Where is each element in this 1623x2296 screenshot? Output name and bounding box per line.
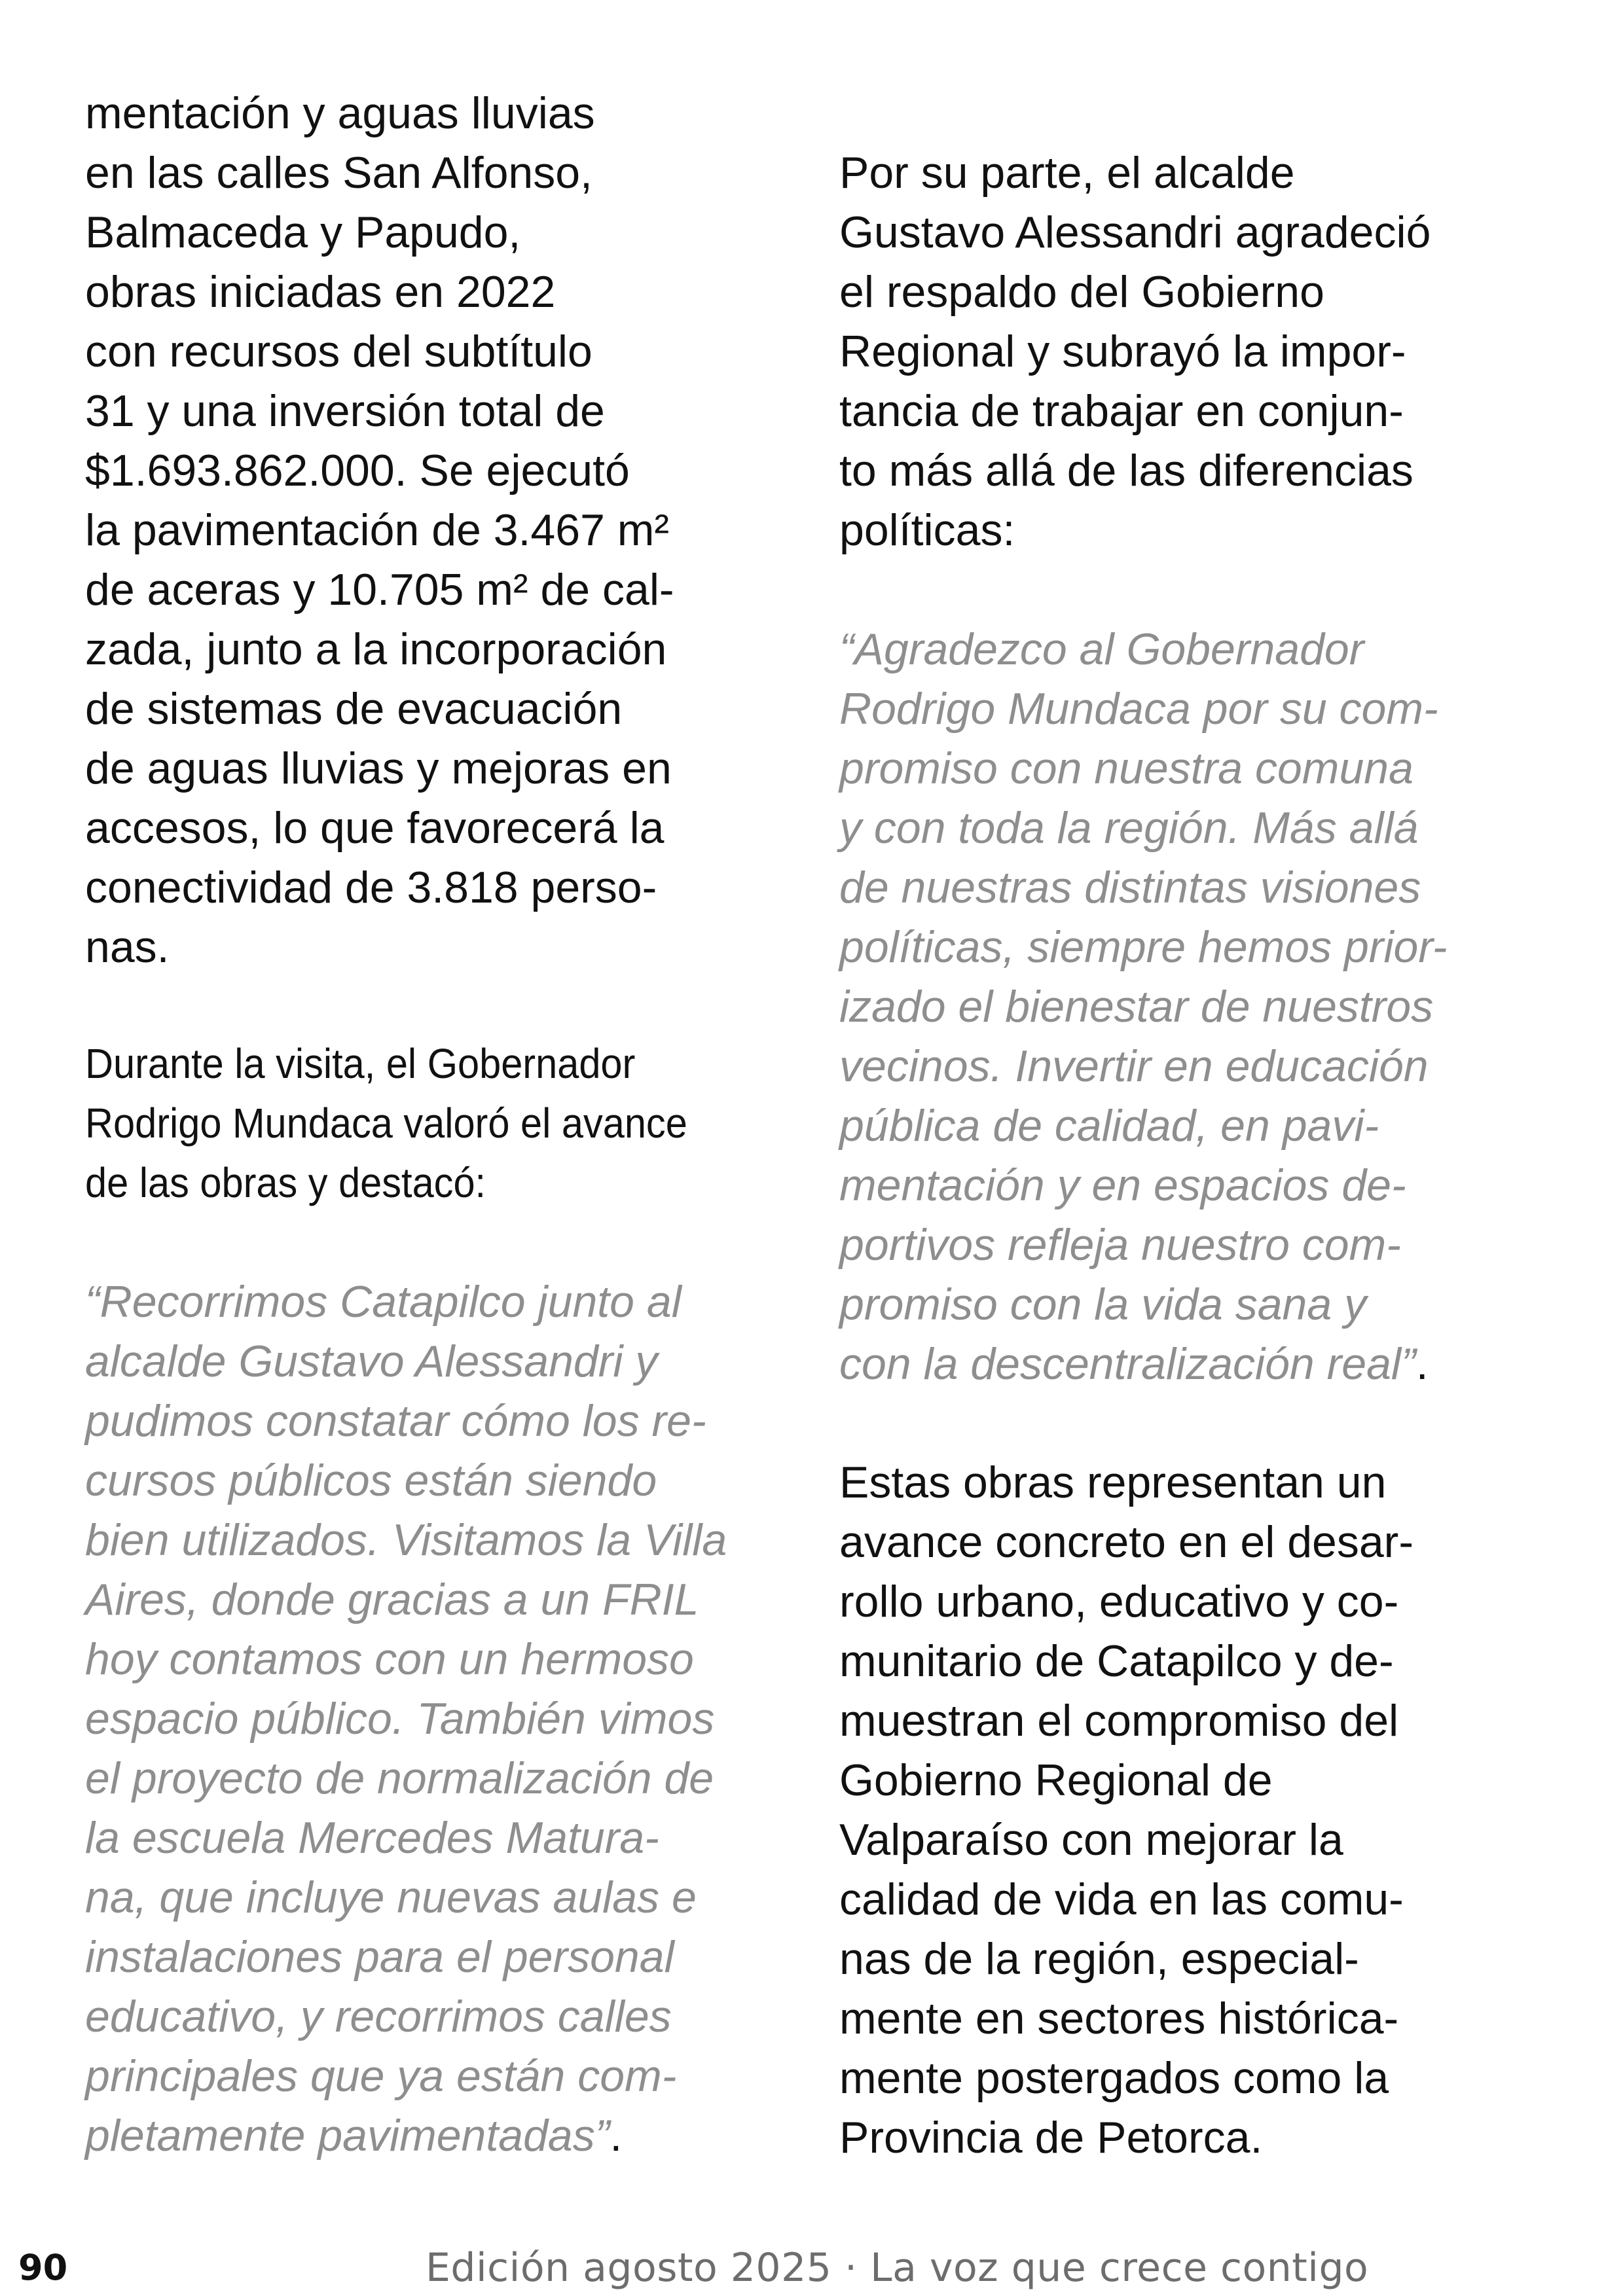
text-line: de las obras y destacó: (85, 1159, 486, 1206)
text-line: mente en sectores histórica- (839, 1994, 1399, 2043)
quote-line: el proyecto de normalización de (85, 1753, 714, 1803)
text-line: to más allá de las diferencias (839, 446, 1413, 495)
text-line: de aguas lluvias y mejoras en (85, 744, 672, 793)
quote-line: alcalde Gustavo Alessandri y (85, 1336, 658, 1386)
text-line: muestran el compromiso del (839, 1696, 1399, 1746)
quote-line-last (85, 2106, 622, 2166)
text-line: obras iniciadas en 2022 (85, 267, 556, 317)
quote-line: promiso con nuestra comuna (839, 744, 1413, 793)
text-line: de sistemas de evacuación (85, 684, 623, 734)
quote-line: bien utilizados. Visitamos la Villa (85, 1515, 727, 1565)
text-line: Estas obras representan un (839, 1458, 1387, 1507)
quote-line: “Agradezco al Gobernador (839, 624, 1364, 674)
quote-text: con la descentralización real” (839, 1339, 1416, 1389)
text-line: Durante la visita, el Gobernador (85, 1040, 636, 1087)
text-line: tancia de trabajar en conjun- (839, 386, 1404, 436)
text-line: calidad de vida en las comu- (839, 1874, 1404, 1924)
page-number: 90 (18, 2247, 68, 2288)
text-line: nas de la región, especial- (839, 1934, 1359, 1984)
quote-line: principales que ya están com- (85, 2051, 677, 2101)
text-line: 31 y una inversión total de (85, 386, 605, 436)
quote-period: . (610, 2111, 623, 2161)
text-line: Provincia de Petorca. (839, 2113, 1263, 2162)
text-line: Gobierno Regional de (839, 1755, 1273, 1805)
text-line: la pavimentación de 3.467 m² (85, 505, 670, 555)
text-line: mentación y aguas lluvias (85, 88, 595, 138)
quote-line: Rodrigo Mundaca por su com- (839, 684, 1438, 734)
quote-text: pletamente pavimentadas” (85, 2111, 610, 2161)
text-line: rollo urbano, educativo y co- (839, 1577, 1399, 1626)
quote-line: hoy contamos con un hermoso (85, 1634, 694, 1684)
quote-line: Aires, donde gracias a un FRIL (85, 1575, 699, 1624)
text-line: avance concreto en el desar- (839, 1517, 1413, 1567)
text-line: zada, junto a la incorporación (85, 624, 667, 674)
text-line: Valparaíso con mejorar la (839, 1815, 1343, 1865)
quote-line: espacio público. También vimos (85, 1694, 715, 1744)
quote-line: pudimos constatar cómo los re- (85, 1396, 706, 1446)
quote-line: izado el bienestar de nuestros (839, 982, 1434, 1031)
quote-line: de nuestras distintas visiones (839, 863, 1421, 912)
quote-line: y con toda la región. Más allá (839, 803, 1419, 853)
quote-line-last (839, 1335, 1429, 1394)
text-line: el respaldo del Gobierno (839, 267, 1324, 317)
quote-line: la escuela Mercedes Matura- (85, 1813, 659, 1863)
quote-line: vecinos. Invertir en educación (839, 1041, 1429, 1091)
text-line: con recursos del subtítulo (85, 327, 593, 376)
footer-edition-text: Edición agosto 2025 · La voz que crece contigo (426, 2245, 1369, 2291)
quote-line: pública de calidad, en pavi- (839, 1101, 1379, 1151)
quote-line: políticas, siempre hemos prior- (839, 922, 1448, 972)
text-line: Regional y subrayó la impor- (839, 327, 1406, 376)
quote-line: cursos públicos están siendo (85, 1456, 657, 1505)
text-line: en las calles San Alfonso, (85, 148, 593, 198)
quote-period: . (1415, 1339, 1429, 1389)
quote-line: “Recorrimos Catapilco junto al (85, 1277, 682, 1327)
text-line: de aceras y 10.705 m² de cal- (85, 565, 674, 615)
text-line: Rodrigo Mundaca valoró el avance (85, 1100, 687, 1147)
text-line: $1.693.862.000. Se ejecutó (85, 446, 630, 495)
quote-line: instalaciones para el personal (85, 1932, 674, 1982)
text-line: mente postergados como la (839, 2053, 1389, 2103)
text-line: munitario de Catapilco y de- (839, 1636, 1394, 1686)
text-line: conectividad de 3.818 perso- (85, 863, 657, 912)
quote-line: na, que incluye nuevas aulas e (85, 1873, 697, 1922)
quote-line: portivos refleja nuestro com- (839, 1220, 1401, 1270)
quote-line: mentación y en espacios de- (839, 1160, 1406, 1210)
text-line: Por su parte, el alcalde (839, 148, 1295, 198)
text-line: nas. (85, 922, 170, 972)
text-line: Gustavo Alessandri agradeció (839, 207, 1431, 257)
text-line: accesos, lo que favorecerá la (85, 803, 665, 853)
text-line: Balmaceda y Papudo, (85, 207, 521, 257)
quote-line: promiso con la vida sana y (839, 1280, 1367, 1329)
text-line: políticas: (839, 505, 1015, 555)
quote-line: educativo, y recorrimos calles (85, 1992, 672, 2041)
